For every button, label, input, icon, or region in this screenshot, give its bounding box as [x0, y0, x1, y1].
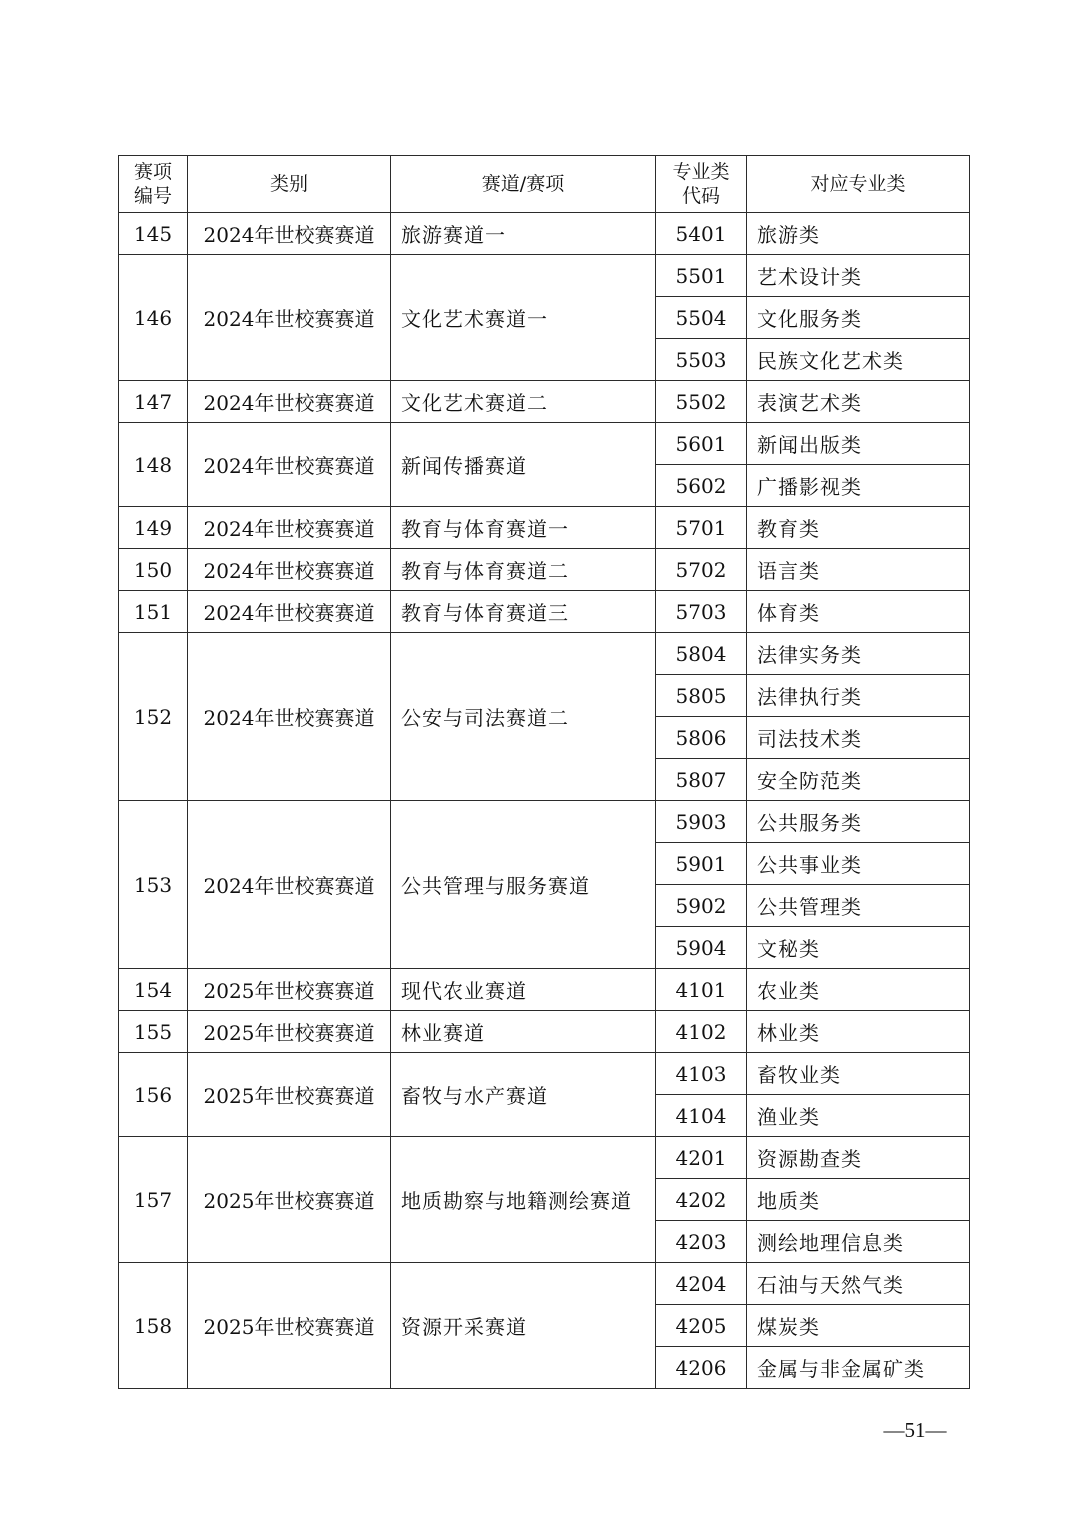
major-code-cell: 4204	[656, 1263, 747, 1305]
major-name-cell: 法律执行类	[747, 675, 970, 717]
major-code-cell: 5702	[656, 549, 747, 591]
major-name-cell: 农业类	[747, 969, 970, 1011]
major-name-cell: 法律实务类	[747, 633, 970, 675]
item-id-cell: 148	[119, 423, 188, 507]
item-id-cell: 146	[119, 255, 188, 381]
major-code-cell: 5703	[656, 591, 747, 633]
header-code: 专业类代码	[656, 156, 747, 213]
major-name-cell: 体育类	[747, 591, 970, 633]
category-cell: 2025年世校赛赛道	[188, 1053, 391, 1137]
major-name-cell: 公共事业类	[747, 843, 970, 885]
track-cell: 公安与司法赛道二	[391, 633, 656, 801]
major-code-cell: 5504	[656, 297, 747, 339]
category-cell: 2024年世校赛赛道	[188, 507, 391, 549]
major-code-cell: 4103	[656, 1053, 747, 1095]
major-name-cell: 公共管理类	[747, 885, 970, 927]
major-code-cell: 5903	[656, 801, 747, 843]
table-row	[119, 591, 970, 633]
major-code-cell: 5804	[656, 633, 747, 675]
major-name-cell: 司法技术类	[747, 717, 970, 759]
major-name-cell: 测绘地理信息类	[747, 1221, 970, 1263]
major-name-cell: 公共服务类	[747, 801, 970, 843]
major-code-cell: 5805	[656, 675, 747, 717]
category-cell: 2024年世校赛赛道	[188, 801, 391, 969]
major-code-cell: 4205	[656, 1305, 747, 1347]
track-cell: 地质勘察与地籍测绘赛道	[391, 1137, 656, 1263]
major-name-cell: 安全防范类	[747, 759, 970, 801]
page-number: —51—	[883, 1418, 947, 1442]
category-cell: 2024年世校赛赛道	[188, 633, 391, 801]
item-id-cell: 150	[119, 549, 188, 591]
table-row	[119, 549, 970, 591]
major-name-cell: 广播影视类	[747, 465, 970, 507]
table-row	[119, 1263, 970, 1305]
major-code-cell: 5901	[656, 843, 747, 885]
major-code-cell: 4102	[656, 1011, 747, 1053]
table-row	[119, 633, 970, 675]
major-code-cell: 5902	[656, 885, 747, 927]
category-cell: 2025年世校赛赛道	[188, 1263, 391, 1389]
major-code-cell: 5502	[656, 381, 747, 423]
major-code-cell: 4202	[656, 1179, 747, 1221]
track-cell: 现代农业赛道	[391, 969, 656, 1011]
table-row	[119, 1053, 970, 1095]
major-name-cell: 文秘类	[747, 927, 970, 969]
track-cell: 教育与体育赛道二	[391, 549, 656, 591]
major-name-cell: 表演艺术类	[747, 381, 970, 423]
major-name-cell: 教育类	[747, 507, 970, 549]
major-code-cell: 5501	[656, 255, 747, 297]
major-code-cell: 5701	[656, 507, 747, 549]
major-name-cell: 地质类	[747, 1179, 970, 1221]
item-id-cell: 153	[119, 801, 188, 969]
track-cell: 文化艺术赛道二	[391, 381, 656, 423]
competition-table	[118, 155, 970, 1389]
category-cell: 2025年世校赛赛道	[188, 1137, 391, 1263]
item-id-cell: 152	[119, 633, 188, 801]
track-cell: 畜牧与水产赛道	[391, 1053, 656, 1137]
major-name-cell: 旅游类	[747, 213, 970, 255]
category-cell: 2025年世校赛赛道	[188, 1011, 391, 1053]
item-id-cell: 155	[119, 1011, 188, 1053]
category-cell: 2024年世校赛赛道	[188, 381, 391, 423]
major-name-cell: 畜牧业类	[747, 1053, 970, 1095]
table-body	[119, 213, 970, 1389]
major-code-cell: 5601	[656, 423, 747, 465]
item-id-cell: 158	[119, 1263, 188, 1389]
major-code-cell: 4101	[656, 969, 747, 1011]
track-cell: 教育与体育赛道一	[391, 507, 656, 549]
major-name-cell: 资源勘查类	[747, 1137, 970, 1179]
table-row	[119, 507, 970, 549]
major-name-cell: 艺术设计类	[747, 255, 970, 297]
major-name-cell: 新闻出版类	[747, 423, 970, 465]
major-name-cell: 渔业类	[747, 1095, 970, 1137]
track-cell: 文化艺术赛道一	[391, 255, 656, 381]
major-code-cell: 4206	[656, 1347, 747, 1389]
major-code-cell: 4104	[656, 1095, 747, 1137]
track-cell: 公共管理与服务赛道	[391, 801, 656, 969]
category-cell: 2024年世校赛赛道	[188, 213, 391, 255]
category-cell: 2024年世校赛赛道	[188, 423, 391, 507]
table-row	[119, 423, 970, 465]
major-code-cell: 5807	[656, 759, 747, 801]
item-id-cell: 156	[119, 1053, 188, 1137]
major-name-cell: 石油与天然气类	[747, 1263, 970, 1305]
major-code-cell: 4201	[656, 1137, 747, 1179]
major-name-cell: 文化服务类	[747, 297, 970, 339]
major-code-cell: 5602	[656, 465, 747, 507]
header-major: 对应专业类	[747, 156, 970, 213]
header-row	[119, 156, 970, 213]
category-cell: 2024年世校赛赛道	[188, 549, 391, 591]
major-code-cell: 5806	[656, 717, 747, 759]
major-code-cell: 4203	[656, 1221, 747, 1263]
table-row	[119, 801, 970, 843]
category-cell: 2024年世校赛赛道	[188, 255, 391, 381]
major-code-cell: 5503	[656, 339, 747, 381]
category-cell: 2024年世校赛赛道	[188, 591, 391, 633]
track-cell: 资源开采赛道	[391, 1263, 656, 1389]
item-id-cell: 154	[119, 969, 188, 1011]
track-cell: 旅游赛道一	[391, 213, 656, 255]
major-name-cell: 金属与非金属矿类	[747, 1347, 970, 1389]
item-id-cell: 149	[119, 507, 188, 549]
table-row	[119, 1011, 970, 1053]
table-row	[119, 255, 970, 297]
table-row	[119, 381, 970, 423]
major-name-cell: 民族文化艺术类	[747, 339, 970, 381]
item-id-cell: 147	[119, 381, 188, 423]
track-cell: 新闻传播赛道	[391, 423, 656, 507]
item-id-cell: 151	[119, 591, 188, 633]
table-row	[119, 213, 970, 255]
header-category: 类别	[188, 156, 391, 213]
major-code-cell: 5904	[656, 927, 747, 969]
item-id-cell: 145	[119, 213, 188, 255]
category-cell: 2025年世校赛赛道	[188, 969, 391, 1011]
table-row	[119, 969, 970, 1011]
track-cell: 教育与体育赛道三	[391, 591, 656, 633]
major-name-cell: 煤炭类	[747, 1305, 970, 1347]
major-name-cell: 林业类	[747, 1011, 970, 1053]
item-id-cell: 157	[119, 1137, 188, 1263]
header-id: 赛项编号	[119, 156, 188, 213]
table-row	[119, 1137, 970, 1179]
track-cell: 林业赛道	[391, 1011, 656, 1053]
major-name-cell: 语言类	[747, 549, 970, 591]
major-code-cell: 5401	[656, 213, 747, 255]
header-track: 赛道/赛项	[391, 156, 656, 213]
